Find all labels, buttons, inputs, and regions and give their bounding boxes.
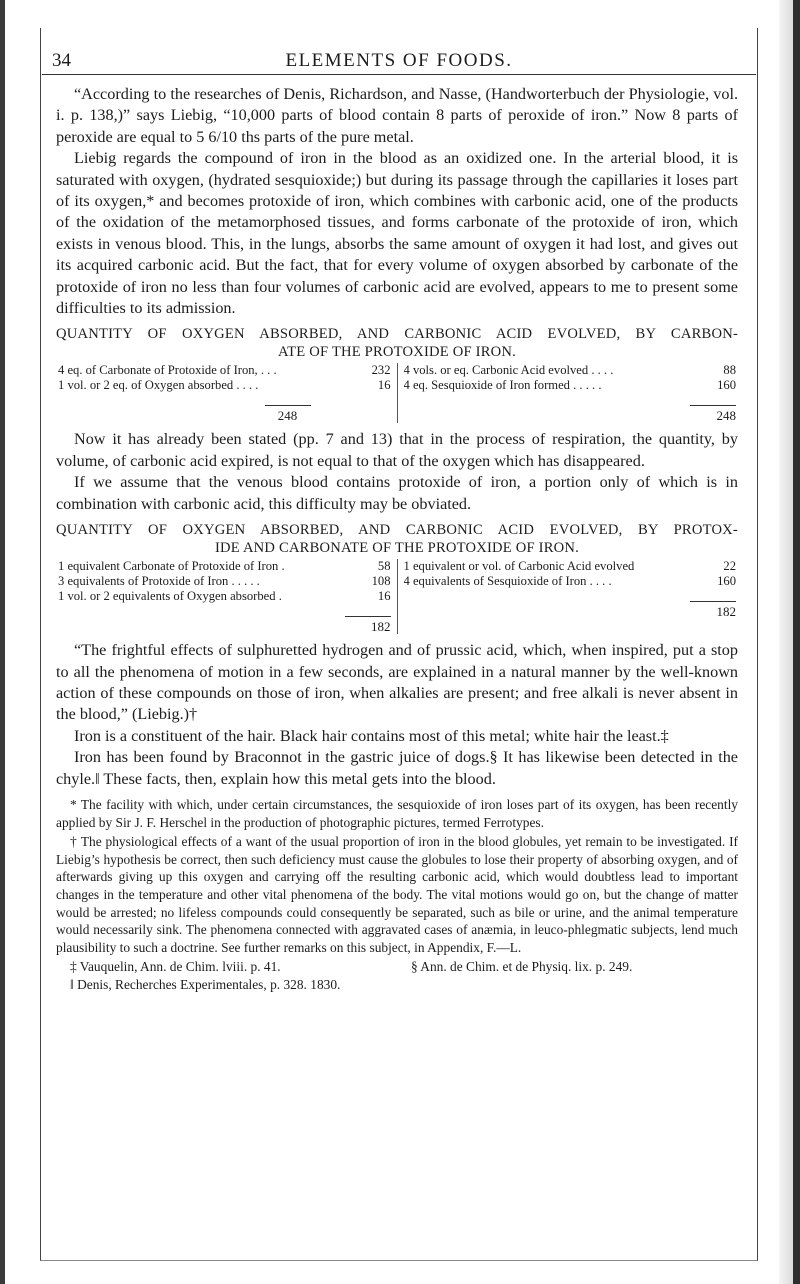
running-title: ELEMENTS OF FOODS. — [285, 50, 513, 71]
table-left-column — [56, 363, 398, 423]
table-right-column — [398, 363, 739, 423]
table-total: 248 — [690, 405, 736, 423]
table-row: 4 eq. Sesquioxide of Iron formed . . . . . 160 — [403, 378, 736, 393]
table-title: QUANTITY OF OXYGEN ABSORBED, AND CARBONIC ACID EVOLVED, BY CARBON- ATE OF THE PROTOXIDE OF IRON. — [56, 326, 738, 361]
paragraph: “According to the researches of Denis, Richardson, and Nasse, (Handworterbuch der Physiologie, vol. i. p. 138,)” says Liebig, “10,000 parts of blood contain 8 parts of peroxide of iron.” Now 8 parts of peroxide are equal to 5 6/10 ths parts of the pure metal. — [56, 85, 738, 146]
footnote: ‡ Vauquelin, Ann. de Chim. lviii. p. 41. — [70, 959, 281, 975]
page-header — [42, 50, 756, 75]
paragraph: Liebig regards the compound of iron in the blood as an oxidized one. In the arterial blood, it is saturated with oxygen, (hydrated sesquioxide;) but during its passage through the capillaries it loses part of its oxygen,* and becomes protoxide of iron, which combines with carbonic acid, one of the products of the oxidation of the metamorphosed tissues, and forms carbonate of the protoxide of iron, which exists in venous blood. This, in the lungs, absorbs the same amount of oxygen it had lost, and gives out its acquired carbonic acid. But the fact, that for every volume of oxygen absorbed by carbonate of the protoxide of iron no less than four volumes of carbonic acid are evolved, appears to me to present some difficulties to its admission. — [56, 149, 738, 318]
scan-left-edge — [0, 0, 5, 1284]
footnote-row — [56, 958, 738, 976]
paragraph: If we assume that the venous blood contains protoxide of iron, a portion only of which is in combination with carbonic acid, this difficulty may be obviated. — [56, 473, 738, 513]
footnote: * The facility with which, under certain circumstances, the sesquioxide of iron loses part of its oxygen, has been recently applied by Sir J. F. Herschel in the production of photographic pictures, termed Ferrotypes. — [56, 796, 738, 830]
table-oxygen-protoxide — [56, 559, 738, 634]
table-row: 1 equivalent or vol. of Carbonic Acid evolved 22 — [403, 559, 736, 574]
table-right-column — [398, 559, 739, 634]
table-left-column — [56, 559, 398, 634]
footnote: § Ann. de Chim. et de Physiq. lix. p. 249. — [411, 959, 633, 975]
scan-right-shadow — [779, 0, 793, 1284]
body-text — [56, 84, 738, 995]
table-row: 4 equivalents of Sesquioxide of Iron . . . . 160 — [403, 574, 736, 589]
paragraph: “The frightful effects of sulphuretted hydrogen and of prussic acid, which, when inspired, put a stop to all the phenomena of motion in a few seconds, are explained in a natural manner by the well-known action of these compounds on those of iron, when alkalies are present; and free alkali is never absent in the blood,” (Liebig.)† — [56, 641, 738, 724]
table-title: QUANTITY OF OXYGEN ABSORBED, AND CARBONIC ACID EVOLVED, BY PROTOX- IDE AND CARBONATE OF THE PROTOXIDE OF IRON. — [56, 522, 738, 557]
paragraph: Iron is a constituent of the hair. Black hair contains most of this metal; white hair the least.‡ — [74, 726, 669, 745]
table-row: 1 vol. or 2 eq. of Oxygen absorbed . . . . 16 — [58, 378, 391, 393]
table-row: 1 vol. or 2 equivalents of Oxygen absorbed . 16 — [58, 589, 391, 604]
paragraph: Now it has already been stated (pp. 7 and 13) that in the process of respiration, the quantity, by volume, of carbonic acid expired, is not equal to that of the oxygen which has disappeared. — [56, 430, 738, 470]
footnote: † The physiological effects of a want of the usual proportion of iron in the blood globules, yet remain to be investigated. If Liebig’s hypothesis be correct, then such deficiency must cause the globules to lose their property of absorbing oxygen, and of afterwards giving up this oxygen and carrying off the resulting carbonic acid, which would doubtless lead to important changes in the temperature and other vital phenomena of the body. The vital motions would go on, but the change of matter would be arrested; no lifeless compounds could consequently be separated, such as bile or urine, and the animal temperature would necessarily sink. The phenomena connected with aggravated cases of anæmia, in leuco-phlegmatic subjects, lend much plausibility to such a doctrine. See further remarks on this subject, in Appendix, F.—L. — [56, 834, 738, 955]
scan-right-edge — [793, 0, 800, 1284]
paragraph: Iron has been found by Braconnot in the gastric juice of dogs.§ It has likewise been detected in the chyle.‖ These facts, then, explain how this metal gets into the blood. — [56, 748, 738, 788]
table-oxygen-carbonate — [56, 363, 738, 423]
table-row: 4 vols. or eq. Carbonic Acid evolved . . . . 88 — [403, 363, 736, 378]
table-total: 182 — [690, 601, 736, 619]
footnotes — [56, 796, 738, 994]
page-number: 34 — [52, 50, 71, 71]
footnote: ‖ Denis, Recherches Experimentales, p. 328. 1830. — [70, 976, 341, 992]
table-row: 1 equivalent Carbonate of Protoxide of Iron . 58 — [58, 559, 391, 574]
table-row: 4 eq. of Carbonate of Protoxide of Iron, . . . 232 — [58, 363, 391, 378]
table-total: 248 — [265, 405, 311, 423]
table-row: 3 equivalents of Protoxide of Iron . . . . . 108 — [58, 574, 391, 589]
table-total: 182 — [345, 616, 391, 634]
